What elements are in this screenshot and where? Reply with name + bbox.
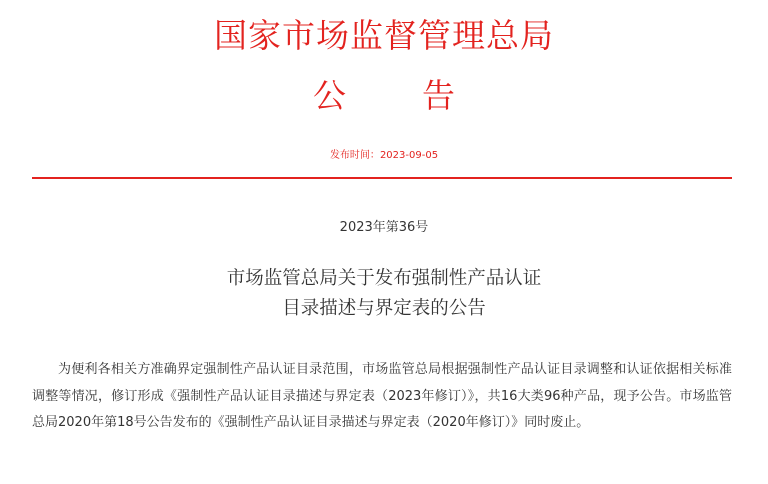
publish-date: 2023-09-05	[379, 150, 439, 161]
document-title	[0, 264, 768, 324]
publish-info	[0, 148, 768, 164]
agency-title: 国家市场监督管理总局	[214, 16, 554, 55]
document-title-line-2: 目录描述与界定表的公告	[282, 298, 486, 319]
notice-title: 公告	[313, 76, 531, 115]
publish-label: 发布时间：	[329, 150, 380, 161]
red-divider	[32, 177, 732, 179]
document-number: 2023年第36号	[339, 220, 429, 235]
document-title-line-1: 市场监管总局关于发布强制性产品认证	[226, 268, 542, 289]
document-body: 为便利各相关方准确界定强制性产品认证目录范围，市场监管总局根据强制性产品认证目录调整和认证依据相关标准调整等情况，修订形成《强制性产品认证目录描述与界定表（2023年修订）》，共16大类96种产品，现予公告。市场监管总局2020年第18号公告发布的《强制性产品认证目录描述与界定表（2020年修订）》同时废止。	[32, 362, 732, 430]
